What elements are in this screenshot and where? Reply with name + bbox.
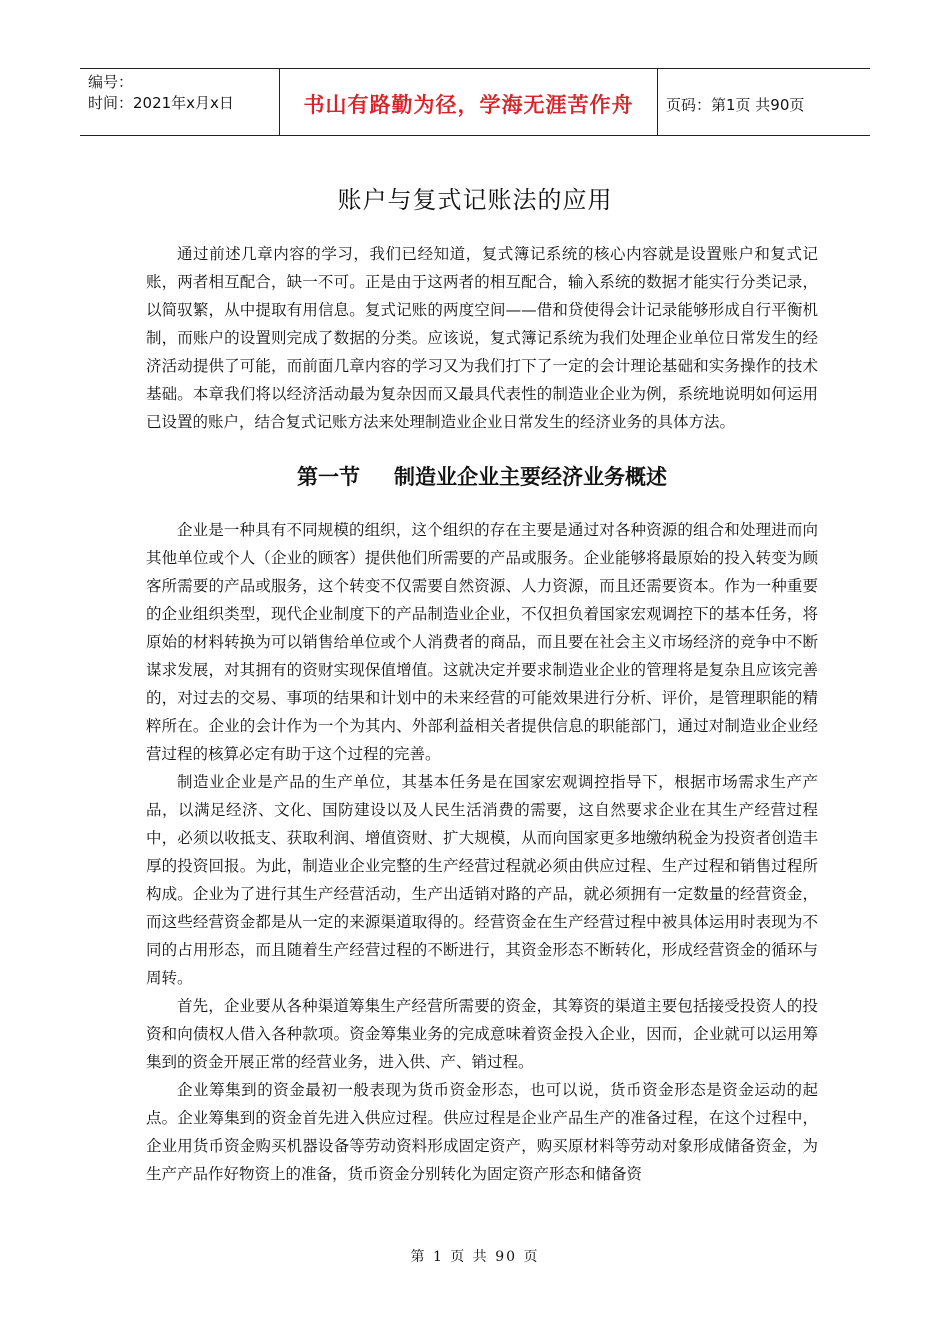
document-body bbox=[146, 240, 818, 1188]
header-motto-cell bbox=[280, 69, 658, 135]
header-page-cell bbox=[658, 69, 870, 135]
page-title: 账户与复式记账法的应用 bbox=[337, 186, 613, 214]
intro-paragraph: 通过前述几章内容的学习，我们已经知道，复式簿记系统的核心内容就是设置账户和复式记账，两者相互配合，缺一不可。正是由于这两者的相互配合，输入系统的数据才能实行分类记录，以简驭繁，从中提取有用信息。复式记账的两度空间——借和贷使得会计记录能够形成自行平衡机制，而账户的设置则完成了数据的分类。应该说，复式簿记系统为我们处理企业单位日常发生的经济活动提供了可能，而前面几章内容的学习又为我们打下了一定的会计理论基础和实务操作的技术基础。本章我们将以经济活动最为复杂因而又最具代表性的制造业企业为例，系统地说明如何运用已设置的账户，结合复式记账方法来处理制造业企业日常发生的经济业务的具体方法。 bbox=[146, 245, 818, 431]
body-paragraph: 首先，企业要从各种渠道筹集生产经营所需要的资金，其筹资的渠道主要包括接受投资人的投资和向债权人借入各种款项。资金筹集业务的完成意味着资金投入企业，因而，企业就可以运用筹集到的资金开展正常的经营业务，进入供、产、销过程。 bbox=[146, 997, 818, 1071]
section-number: 第一节 bbox=[297, 465, 360, 489]
header-motto: 书山有路勤为径，学海无涯苦作舟 bbox=[303, 93, 634, 117]
section-title: 制造业企业主要经济业务概述 bbox=[394, 465, 667, 489]
document-number-label: 编号： bbox=[88, 73, 134, 91]
header-meta-cell bbox=[80, 69, 280, 135]
body-paragraph: 企业筹集到的资金最初一般表现为货币资金形态，也可以说，货币资金形态是资金运动的起点。企业筹集到的资金首先进入供应过程。供应过程是企业产品生产的准备过程，在这个过程中，企业用货币资金购买机器设备等劳动资料形成固定资产，购买原材料等劳动对象形成储备资金，为生产产品作好物资上的准备，货币资金分别转化为固定资产形态和储备资 bbox=[146, 1081, 818, 1183]
header-page-info: 页码：第1页 共90页 bbox=[666, 95, 805, 114]
page-footer: 第 1 页 共 90 页 bbox=[410, 1249, 540, 1265]
section-heading bbox=[146, 462, 818, 492]
document-header bbox=[80, 68, 870, 136]
body-paragraph: 企业是一种具有不同规模的组织，这个组织的存在主要是通过对各种资源的组合和处理进而向其他单位或个人（企业的顾客）提供他们所需要的产品或服务。企业能够将最原始的投入转变为顾客所需要的产品或服务，这个转变不仅需要自然资源、人力资源，而且还需要资本。作为一种重要的企业组织类型，现代企业制度下的产品制造业企业，不仅担负着国家宏观调控下的基本任务，将原始的材料转换为可以销售给单位或个人消费者的商品，而且要在社会主义市场经济的竞争中不断谋求发展，对其拥有的资财实现保值增值。这就决定并要求制造业企业的管理将是复杂且应该完善的，对过去的交易、事项的结果和计划中的未来经营的可能效果进行分析、评价，是管理职能的精粹所在。企业的会计作为一个为其内、外部利益相关者提供信息的职能部门，通过对制造业企业经营过程的核算必定有助于这个过程的完善。 bbox=[146, 521, 818, 763]
body-paragraph: 制造业企业是产品的生产单位，其基本任务是在国家宏观调控指导下，根据市场需求生产产品，以满足经济、文化、国防建设以及人民生活消费的需要，这自然要求企业在其生产经营过程中，必须以收抵支、获取利润、增值资财、扩大规模，从而向国家更多地缴纳税金为投资者创造丰厚的投资回报。为此，制造业企业完整的生产经营过程就必须由供应过程、生产过程和销售过程所构成。企业为了进行其生产经营活动，生产出适销对路的产品，就必须拥有一定数量的经营资金，而这些经营资金都是从一定的来源渠道取得的。经营资金在生产经营过程中被具体运用时表现为不同的占用形态，而且随着生产经营过程的不断进行，其资金形态不断转化，形成经营资金的循环与周转。 bbox=[146, 773, 818, 987]
document-time-label: 时间：2021年x月x日 bbox=[88, 94, 234, 112]
